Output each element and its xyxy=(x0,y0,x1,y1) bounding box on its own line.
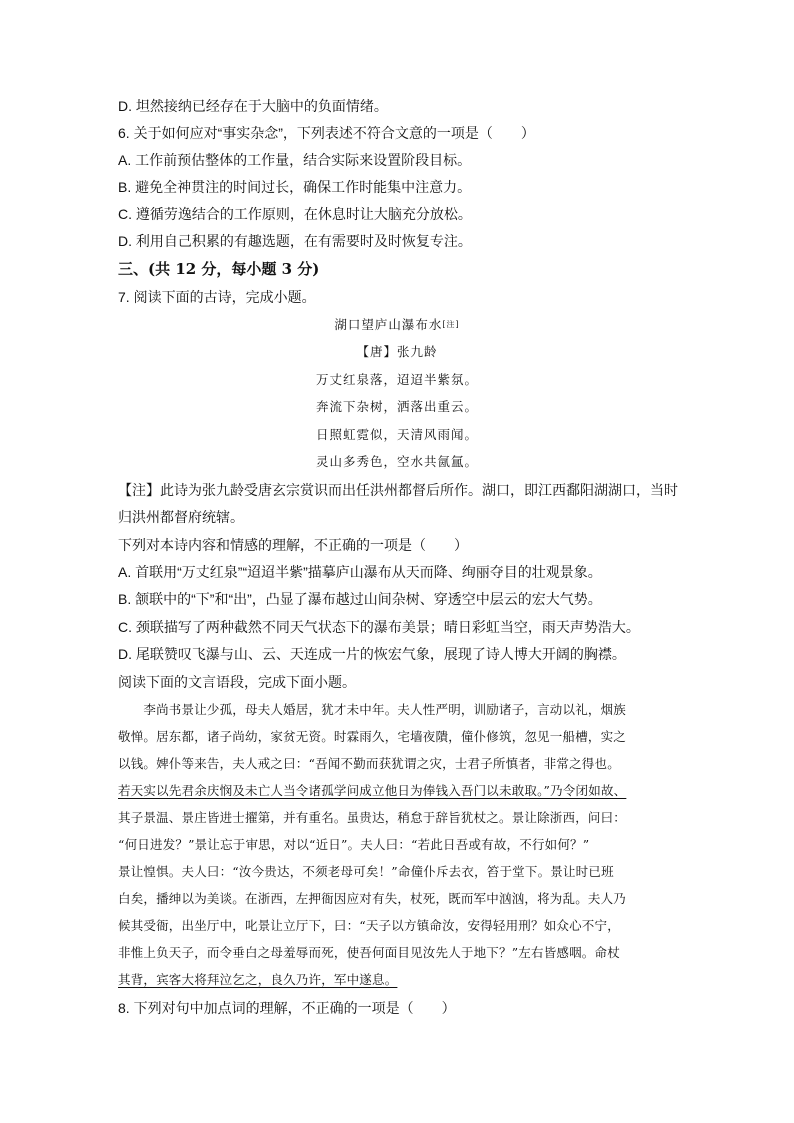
passage-line-6: “何日进发？”景让忘于审思，对以“近日”。夫人曰：“若此日吾或有故，不行如何？” xyxy=(118,837,590,852)
q7-option-d: D. 尾联赞叹飞瀑与山、云、天连成一片的恢宏气象，展现了诗人博大开阔的胸襟。 xyxy=(118,646,626,662)
poem-note-line-2: 归洪州都督府统辖。 xyxy=(118,509,244,525)
passage-line-8: 白矣，播绅以为美谈。在浙西，左押衙因应对有失，杖死，既而军中汹汹，将为乱。夫人乃 xyxy=(118,891,627,906)
q6-stem: 6. 关于如何应对“事实杂念”，下列表述不符合文意的一项是（ ） xyxy=(118,125,535,141)
passage-line-4-underlined: 若天实以先君余庆悯及未亡人当令诸孤学问成立他日为俸钱入吾门以未敢取。”乃令闭如故、 xyxy=(118,783,627,798)
passage-line-10: 非惟上负天子，而令垂白之母羞辱而死，使吾何面目见汝先人于地下？”左右皆感咽。命杖 xyxy=(118,945,620,960)
passage-line-5: 其子景温、景庄皆进士擢第，并有重名。虽贵达，稍怠于辞旨犹杖之。景让除浙西，问曰： xyxy=(118,810,627,825)
section-3-heading: 三、(共 12 分，每小题 3 分) xyxy=(118,260,320,278)
poem-line-4: 灵山多秀色，空水共氤氲。 xyxy=(315,454,478,469)
q5-option-d: D. 坦然接纳已经存在于大脑中的负面情绪。 xyxy=(118,98,388,114)
poem-line-3: 日照虹霓似，天清风雨闻。 xyxy=(315,427,478,442)
passage-intro: 阅读下面的文言语段，完成下面小题。 xyxy=(118,674,356,690)
passage-line-11-underlined: 其背，宾客大将拜泣乞之，良久乃许，军中遂息。 xyxy=(118,972,398,987)
poem-title-note: [注] xyxy=(442,320,460,329)
poem-note-line-1: 【注】此诗为张九龄受唐玄宗赏识而出任洪州都督后所作。湖口，即江西鄱阳湖湖口，当时 xyxy=(118,482,678,498)
passage-line-9: 候其受衙，出坐厅中，叱景让立厅下，曰：“天子以方镇命汝，安得轻用刑？如众心不宁， xyxy=(118,918,620,933)
q6-option-c: C. 遵循劳逸结合的工作原则，在休息时让大脑充分放松。 xyxy=(118,206,472,222)
poem-line-2: 奔流下杂树，洒落出重云。 xyxy=(315,399,478,414)
passage-line-2: 敬惮。居东都，诸子尚幼，家贫无资。时霖雨久，宅墙夜隤，僮仆修筑，忽见一船槽，实之 xyxy=(118,729,627,744)
passage-line-1: 李尚书景让少孤，母夫人婚居，犹才未中年。夫人性严明，训励诸子，言动以礼，烟族 xyxy=(118,702,627,717)
q7-question: 下列对本诗内容和情感的理解，不正确的一项是（ ） xyxy=(118,537,468,553)
passage-line-3: 以钱。婢仆等来告，夫人戒之曰：“吾闻不勤而获犹谓之灾，士君子所慎者，非常之得也。 xyxy=(118,756,620,771)
poem-author: 【唐】张九龄 xyxy=(356,344,438,359)
q6-option-b: B. 避免全神贯注的时间过长，确保工作时能集中注意力。 xyxy=(118,179,472,195)
passage-line-7: 景让惶惧。夫人曰：“汝今贵达，不须老母可矣！”命僮仆斥去衣，笞于堂下。景让时已班 xyxy=(118,864,614,879)
q8-stem: 8. 下列对句中加点词的理解，不正确的一项是（ ） xyxy=(118,1000,456,1016)
q7-option-c: C. 颈联描写了两种截然不同天气状态下的瀑布美景；晴日彩虹当空，雨天声势浩大。 xyxy=(118,619,640,635)
q7-option-a: A. 首联用“万丈红泉”“迢迢半紫”描摹庐山瀑布从天而降、绚丽夺目的壮观景象。 xyxy=(118,564,602,580)
q7-intro: 7. 阅读下面的古诗，完成小题。 xyxy=(118,289,316,305)
poem-line-1: 万丈红泉落，迢迢半紫氛。 xyxy=(315,372,478,387)
poem-title-text: 湖口望庐山瀑布水 xyxy=(334,317,443,332)
q6-option-d: D. 利用自己积累的有趣选题，在有需要时及时恢复专注。 xyxy=(118,233,472,249)
q7-option-b: B. 颔联中的“下”和“出”，凸显了瀑布越过山间杂树、穿透空中层云的宏大气势。 xyxy=(118,591,602,607)
q6-option-a: A. 工作前预估整体的工作量，结合实际来设置阶段目标。 xyxy=(118,152,472,168)
poem-title xyxy=(0,315,794,335)
